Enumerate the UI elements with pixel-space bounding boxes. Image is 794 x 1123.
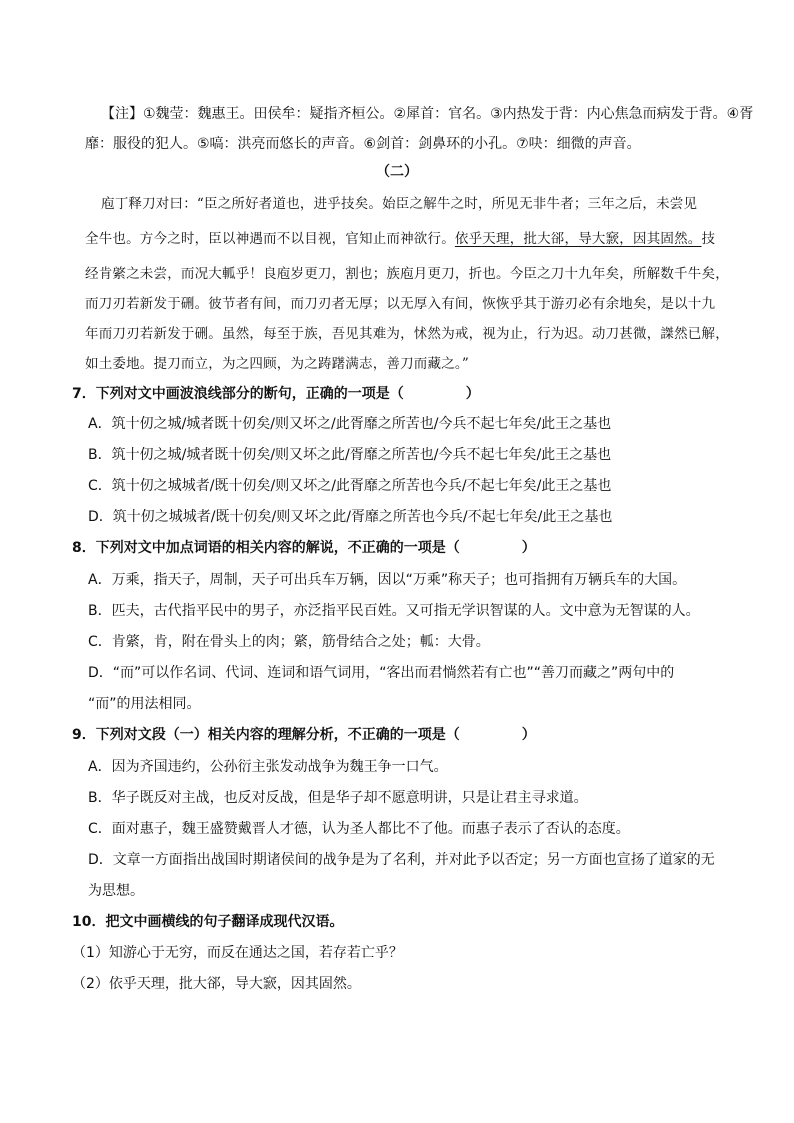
- option-a: A．因为齐国违约，公孙衍主张发动战争为魏王争一口气。: [88, 759, 448, 775]
- passage-line: [85, 324, 729, 344]
- passage-text: 全牛也。方今之时，臣以神遇而不以目视，官知止而神欲行。: [85, 231, 455, 247]
- question-7-stem: [72, 384, 480, 404]
- question-text: 9．下列对文段（一）相关内容的理解分析，不正确的一项是（: [72, 727, 460, 743]
- option-b: B．匹夫，古代指平民中的男子，亦泛指平民百姓。又可指无学识智谋的人。文中意为无智谋的人。: [88, 603, 700, 619]
- passage-line: [85, 354, 469, 374]
- section-heading: （二）: [376, 164, 418, 180]
- underlined-sentence: 依乎天理，批大郤，导大窾，因其固然。: [454, 231, 702, 247]
- question-9-stem: [72, 725, 536, 745]
- note-line-1: 【注】①魏莹：魏惠王。田侯牟：疑指齐桓公。②犀首：官名。③内热发于背：内心焦急而病发于背。④胥: [101, 106, 754, 122]
- question-bracket: ）: [521, 727, 536, 743]
- passage-line: [85, 229, 715, 249]
- option-d-continued: “而”的用法相同。: [88, 696, 201, 712]
- question-10-stem: 10．把文中画横线的句子翻译成现代汉语。: [72, 914, 344, 930]
- question-8-stem: [72, 538, 536, 558]
- note-line-2: 靡：服役的犯人。⑤嗃：洪亮而悠长的声音。⑥剑首：剑鼻环的小孔。⑦吷：细微的声音。: [85, 136, 641, 152]
- question-bracket: ）: [521, 540, 536, 556]
- passage-line: [101, 194, 697, 214]
- passage-text: 庖丁释刀对曰：“臣之所好者道也，进乎技矣。始臣之解牛之时，所见无非牛者；三年之后，未尝见: [101, 196, 698, 212]
- question-text: 8．下列对文中加点词语的相关内容的解说，不正确的一项是（: [72, 540, 460, 556]
- passage-text: 经肯綮之未尝，而况大軱乎！良庖岁更刀，割也；族庖月更刀，折也。今臣之刀十九年矣，所解数千牛矣，: [85, 266, 729, 282]
- translation-item-2: （2）依乎天理，批大郤，导大窾，因其固然。: [72, 976, 361, 992]
- question-text: 7．下列对文中画波浪线部分的断句，正确的一项是（: [72, 386, 404, 402]
- option-c: C．筑十仞之城城者/既十仞矣/则又坏之/此胥靡之所苦也今兵/不起七年矣/此王之基也: [88, 478, 612, 494]
- option-d: D．文章一方面指出战国时期诸侯间的战争是为了名利，并对此予以否定；另一方面也宣扬了道家的无: [88, 852, 715, 868]
- option-c: C．肯綮，肯，附在骨头上的肉；綮，筋骨结合之处；軱：大骨。: [88, 634, 490, 650]
- question-bracket: ）: [465, 386, 480, 402]
- option-a: A．筑十仞之城/城者既十仞矣/则又坏之/此胥靡之所苦也/今兵不起七年矣/此王之基也: [88, 416, 612, 432]
- passage-text: 年而刀刃若新发于硎。虽然，每至于族，吾见其难为，怵然为戒，视为止，行为迟。动刀甚微，謋然已解，: [85, 326, 729, 342]
- passage-line: [85, 294, 715, 314]
- option-b: B．华子既反对主战，也反对反战，但是华子却不愿意明讲，只是让君主寻求道。: [88, 790, 588, 806]
- translation-item-1: （1）知游心于无穷，而反在通达之国，若存若亡乎？: [72, 945, 403, 961]
- passage-text: 如土委地。提刀而立，为之四顾，为之踌躇满志，善刀而藏之。”: [85, 356, 469, 372]
- passage-line: [85, 264, 729, 284]
- option-c: C．面对惠子，魏王盛赞戴晋人才德，认为圣人都比不了他。而惠子表示了否认的态度。: [88, 821, 630, 837]
- option-d: D．“而”可以作名词、代词、连词和语气词用，“客出而君惝然若有亡也”“善刀而藏之”两句中的: [88, 665, 675, 681]
- option-a: A．万乘，指天子，周制，天子可出兵车万辆，因以“万乘”称天子；也可指拥有万辆兵车的大国。: [88, 572, 687, 588]
- option-d-continued: 为思想。: [88, 883, 144, 899]
- option-b: B．筑十仞之城/城者既十仞矣/则又坏之此/胥靡之所苦也/今兵不起七年矣/此王之基也: [88, 447, 612, 463]
- passage-text: 技: [701, 231, 716, 247]
- option-d: D．筑十仞之城城者/既十仞矣/则又坏之此/胥靡之所苦也今兵/不起七年矣/此王之基也: [88, 509, 613, 525]
- passage-text: 而刀刃若新发于硎。彼节者有间，而刀刃者无厚；以无厚入有间，恢恢乎其于游刃必有余地矣，是以十九: [85, 296, 716, 312]
